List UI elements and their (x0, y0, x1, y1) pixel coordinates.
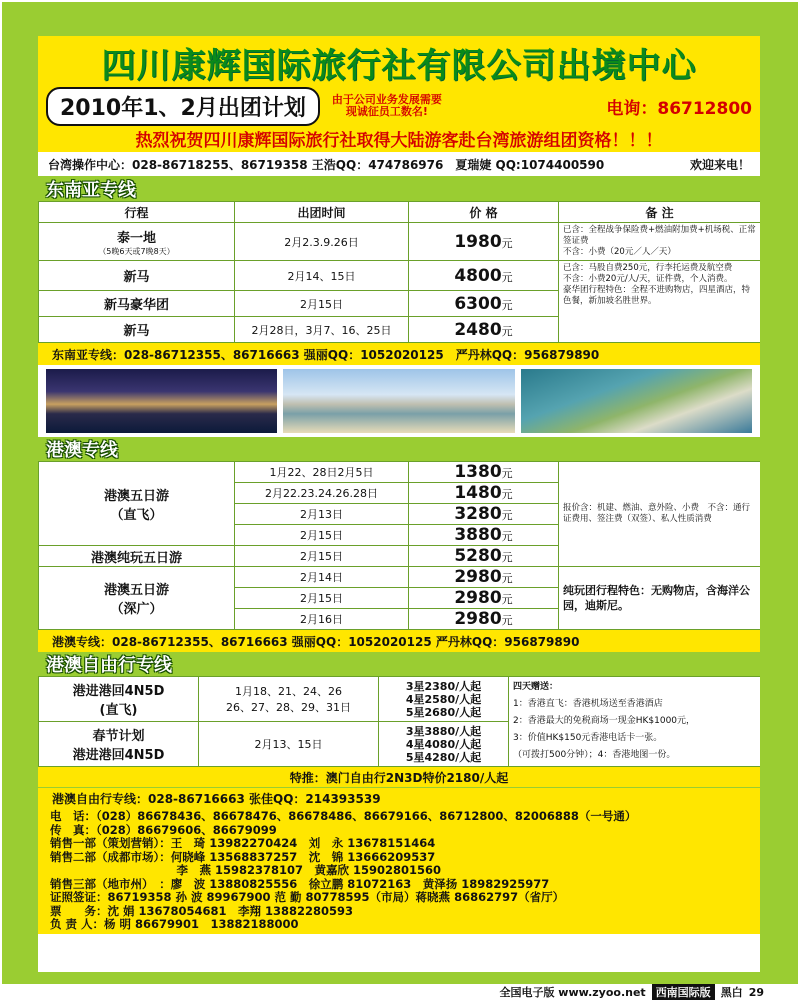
price-cell: 2480元 (409, 317, 559, 343)
price-cell: 3星2380/人起 4星2580/人起 5星2680/人起 (379, 677, 509, 722)
table-row (39, 677, 761, 722)
directory-line: 证照签证：86719358 孙 波 89967900 范 勤 80778595（市局）蒋晓燕 86862797（省厅） (50, 890, 565, 904)
col-header-note: 备 注 (559, 202, 761, 223)
free-table (38, 676, 760, 767)
note-cell: 纯玩团行程特色：无购物店，含海洋公园，迪斯尼。 (559, 567, 761, 630)
price-cell: 2980元 (409, 588, 559, 609)
directory-line: 李 燕 15982378107 黄嘉欣 15902801560 (50, 863, 442, 877)
date-cell: 2月22.23.24.26.28日 (235, 483, 409, 504)
photo-strip (38, 365, 760, 437)
directory-line: 票 务：沈 娟 13678054681 李翔 13882280593 (50, 903, 354, 918)
date-cell: 2月14、15日 (235, 261, 409, 291)
note-cell: 已含：马股自费250元，行李托运费及航空费 不含：小费20元/人/天，证件费，个人消费。 豪华团行程特色：全程不进购物店，四星酒店，特色餐，新加坡名胜世界。 (559, 261, 761, 343)
note-cell: 已含：全程战争保险费+燃油附加费+机场税、正常签证费 不含：小费（20元／人／天） (559, 223, 761, 261)
sea-table (38, 201, 760, 343)
route-cell: 港澳五日游 （深广） (39, 567, 235, 630)
macau-special: 特推：澳门自由行2N3D特价2180/人起 (38, 767, 760, 787)
recruit-line-2: 现诚征员工数名! (345, 105, 428, 118)
footer-color-mode: 黑白 (720, 986, 743, 999)
date-cell: 2月16日 (235, 609, 409, 630)
footer-site: 全国电子版 www.zyoo.net (499, 986, 646, 999)
price-cell: 1980元 (409, 223, 559, 261)
table-row (39, 462, 761, 483)
ocean-park-photo (521, 369, 752, 433)
hk-section-title: 港澳专线 (46, 440, 118, 461)
price-cell: 4800元 (409, 261, 559, 291)
date-cell: 2月28日，3月7、16、25日 (235, 317, 409, 343)
free-contact: 港澳自由行专线：028-86716663 张佳QQ：214393539 (38, 787, 760, 808)
taiwan-contact-text: 台湾操作中心：028-86718255、86719358 王浩QQ：474786976 夏瑞婕 QQ:1074400590 (48, 157, 605, 172)
beach-photo (283, 369, 514, 433)
recruit-notice (332, 94, 442, 118)
hotline: 电询：86712800 (606, 98, 752, 119)
plan-title: 2010年1、2月出团计划 (46, 87, 320, 126)
route-cell: 港澳五日游 （直飞） (39, 462, 235, 546)
directory-line: 销售一部（策划营销）：王 琦 13982270424 刘 永 13678151464 (50, 836, 436, 850)
footer-page-number: 29 (748, 985, 764, 999)
col-header-price: 价 格 (409, 202, 559, 223)
date-cell: 2月15日 (235, 546, 409, 567)
date-cell: 2月2.3.9.26日 (235, 223, 409, 261)
date-cell: 2月15日 (235, 291, 409, 317)
gift-cell: 四天赠送： 1：香港直飞：香港机场送至香港酒店 2：香港最大的免税商场一现金HK$1000元， 3：价值HK$150元香港电话卡一张。 （可拨打500分钟）；4：香港地图一份。 (509, 677, 761, 767)
congrats-banner: 热烈祝贺四川康辉国际旅行社取得大陆游客赴台湾旅游组团资格！！！ (38, 124, 760, 152)
price-cell: 5280元 (409, 546, 559, 567)
sea-contact: 东南亚专线：028-86712355、86716663 强丽QQ：1052020125 严丹林QQ：956879890 (38, 343, 760, 365)
price-cell: 6300元 (409, 291, 559, 317)
welcome-text: 欢迎来电！ (689, 157, 750, 172)
free-section-header (38, 652, 760, 676)
date-cell: 2月15日 (235, 525, 409, 546)
route-cell: 新马豪华团 (39, 291, 235, 317)
hk-table (38, 461, 760, 630)
company-title: 四川康辉国际旅行社有限公司出境中心 (38, 36, 760, 88)
directory-line: 电 话：（028）86678436、86678476、86678486、86679166、86712800、82006888（一号通） (50, 809, 637, 823)
recruit-line-1: 由于公司业务发展需要 (331, 93, 442, 106)
taiwan-contact (38, 152, 760, 177)
date-cell: 2月13日 (235, 504, 409, 525)
free-section-title: 港澳自由行专线 (46, 655, 172, 676)
footer-edition: 西南国际版 (652, 984, 715, 1000)
hk-contact: 港澳专线：028-86712355、86716663 强丽QQ：1052020125 严丹林QQ：956879890 (38, 630, 760, 652)
ad-content (38, 36, 760, 972)
price-cell: 3星3880/人起 4星4080/人起 5星4280/人起 (379, 722, 509, 767)
date-cell: 1月22、28日2月5日 (235, 462, 409, 483)
route-cell: 港澳纯玩五日游 (39, 546, 235, 567)
hk-section-header (38, 437, 760, 461)
directory-line: 销售三部（地市州） ：廖 波 13880825556 徐立鹏 81072163 黄泽扬 18982925977 (50, 876, 550, 891)
price-cell: 2980元 (409, 609, 559, 630)
contact-directory (38, 808, 760, 934)
harbor-night-photo (46, 369, 277, 433)
price-cell: 2980元 (409, 567, 559, 588)
date-cell: 2月14日 (235, 567, 409, 588)
route-cell: 新马 (39, 317, 235, 343)
table-row (39, 223, 761, 261)
sea-section-title: 东南亚专线 (46, 180, 136, 201)
note-cell: 报价含：机建、燃油、意外险、小费 不含：通行证费用、签注费（双签）、私人性质消费 (559, 462, 761, 567)
table-row (39, 261, 761, 291)
route-cell: 港进港回4N5D (直飞) (39, 677, 199, 722)
plan-row (38, 88, 760, 124)
price-cell: 1380元 (409, 462, 559, 483)
table-row (39, 567, 761, 588)
col-header-route: 行程 (39, 202, 235, 223)
directory-line: 负 责 人：杨 明 86679901 13882188000 (50, 917, 299, 931)
price-cell: 3280元 (409, 504, 559, 525)
col-header-date: 出团时间 (235, 202, 409, 223)
date-cell: 2月13、15日 (199, 722, 379, 767)
date-cell: 2月15日 (235, 588, 409, 609)
green-frame (2, 2, 798, 984)
price-cell: 1480元 (409, 483, 559, 504)
price-cell: 3880元 (409, 525, 559, 546)
date-cell: 1月18、21、24、26 26、27、28、29、31日 (199, 677, 379, 722)
route-cell: 新马 (39, 261, 235, 291)
directory-line: 销售二部（成都市场）：何晓峰 13568837257 沈 锦 13666209537 (50, 849, 436, 864)
page-footer (0, 984, 800, 1000)
directory-line: 传 真：（028）86679606、86679099 (50, 822, 277, 837)
route-cell: 泰一地 （5晚6天或7晚8天） (39, 223, 235, 261)
sea-section-header (38, 177, 760, 201)
route-cell: 春节计划 港进港回4N5D (39, 722, 199, 767)
